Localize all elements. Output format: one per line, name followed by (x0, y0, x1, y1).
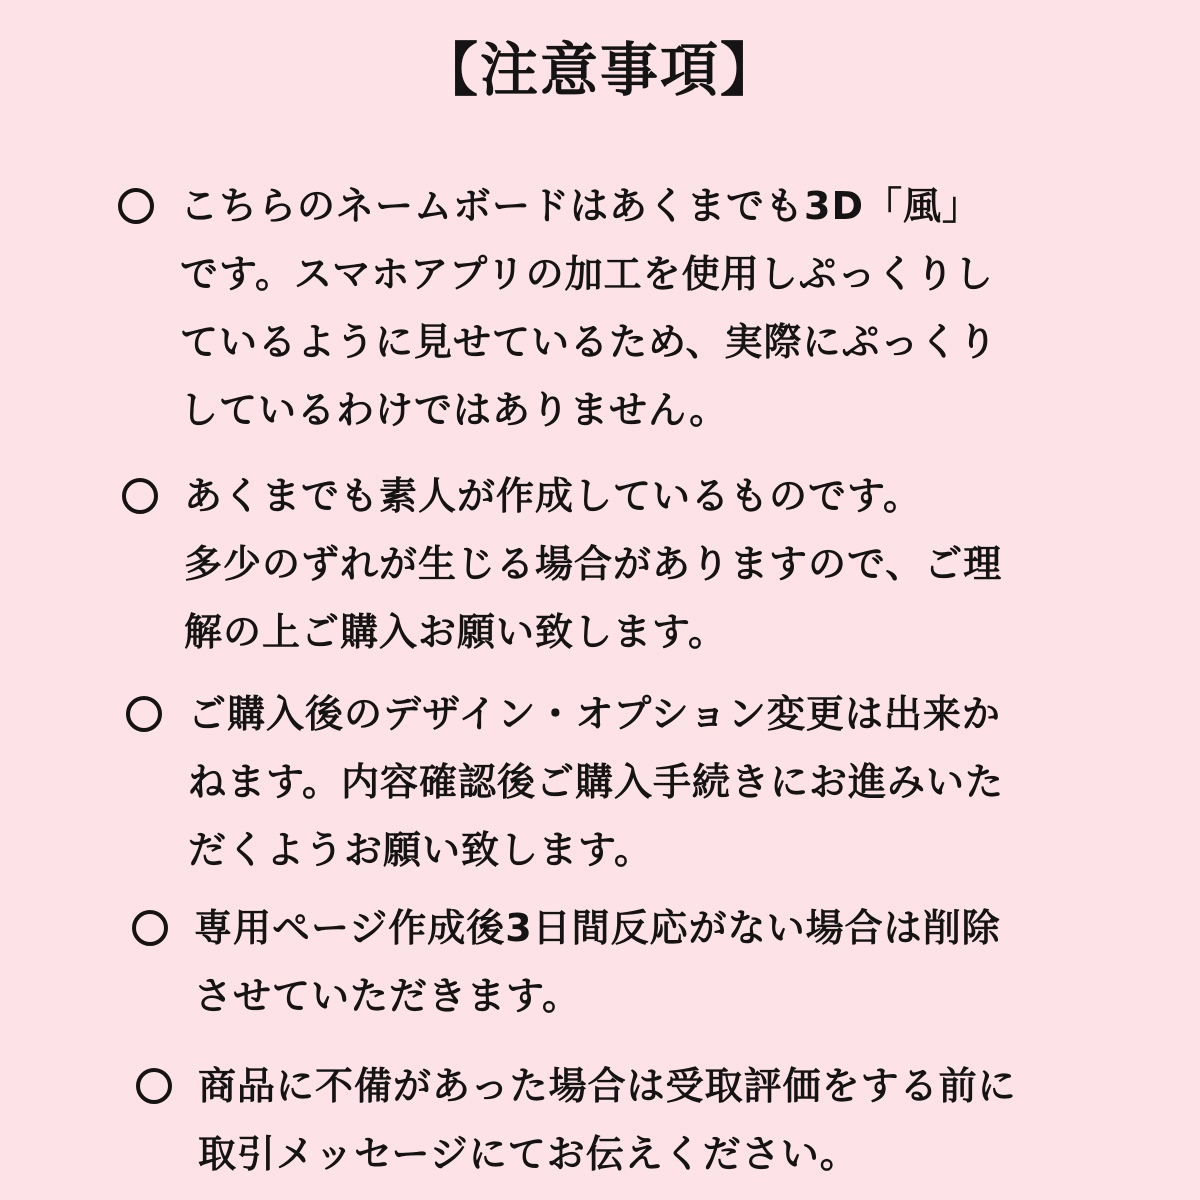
notice-item-4 (132, 894, 1001, 1030)
notice-line: ているように見せているため、実際にぷっくり (180, 320, 998, 364)
notice-line: あくまでも素人が作成しているものです。 (184, 474, 922, 518)
notice-item-2 (122, 462, 1002, 666)
notice-item-5 (136, 1052, 1017, 1188)
notice-line: 商品に不備があった場合は受取評価をする前に (198, 1064, 1017, 1108)
notice-line: させていただきます。 (194, 974, 581, 1018)
notice-line: しているわけではありません。 (180, 388, 729, 432)
circle-bullet-icon (132, 910, 168, 946)
notice-line: こちらのネームボードはあくまでも3D「風」 (180, 184, 981, 228)
notice-line: だくようお願い致します。 (188, 828, 653, 872)
circle-bullet-icon (126, 696, 162, 732)
notice-text (188, 680, 1004, 884)
notice-line: ねます。内容確認後ご購入手続きにお進みいた (188, 760, 1004, 804)
circle-bullet-icon (136, 1068, 172, 1104)
notice-item-3 (126, 680, 1004, 884)
notice-line: 取引メッセージにてお伝えください。 (198, 1132, 859, 1176)
circle-bullet-icon (122, 478, 158, 514)
notice-line: です。スマホアプリの加工を使用しぷっくりし (180, 252, 994, 296)
page-title: 【注意事項】 (419, 36, 780, 104)
notice-text (180, 172, 997, 444)
circle-bullet-icon (118, 188, 154, 224)
notice-line: 専用ページ作成後3日間反応がない場合は削除 (194, 906, 1001, 950)
notice-line: 解の上ご購入お願い致します。 (184, 610, 727, 654)
notice-line: 多少のずれが生じる場合がありますので、ご理 (184, 542, 1003, 586)
notice-text (198, 1052, 1017, 1188)
notice-text (194, 894, 1001, 1030)
notice-item-1 (118, 172, 997, 444)
notice-text (184, 462, 1002, 666)
notice-line: ご購入後のデザイン・オプション変更は出来か (188, 692, 1001, 736)
